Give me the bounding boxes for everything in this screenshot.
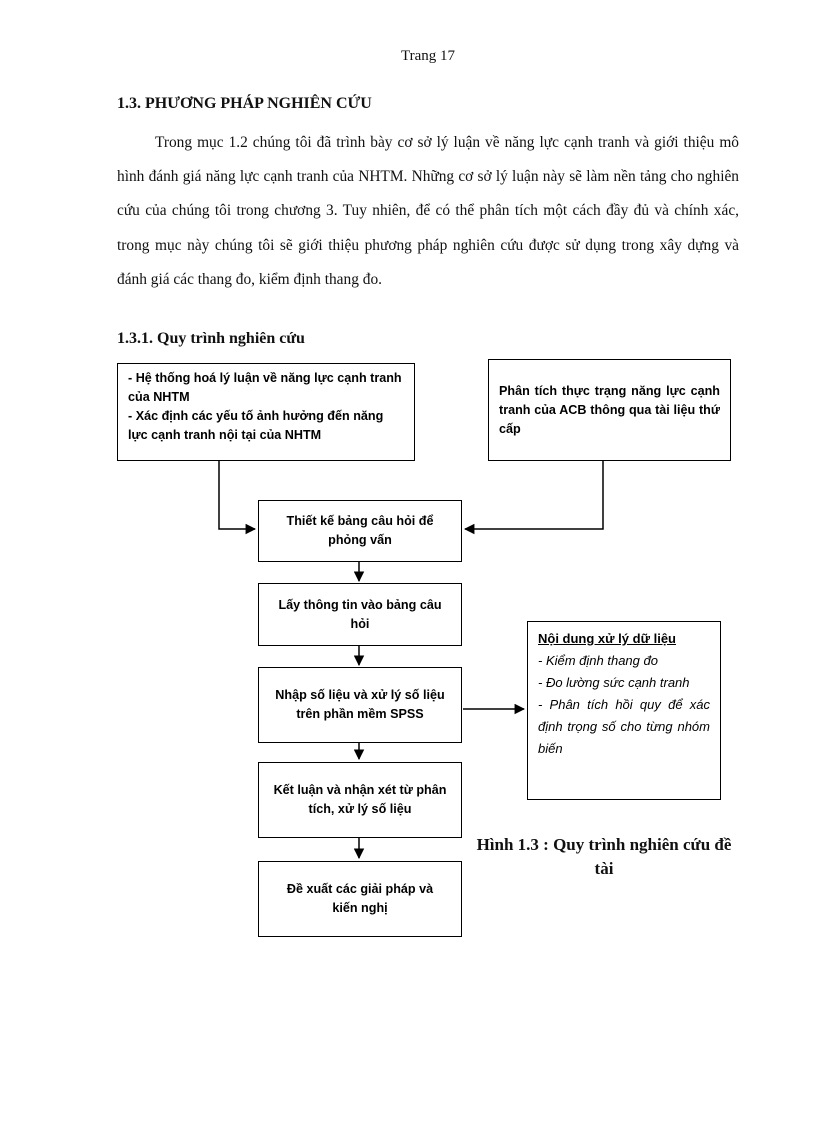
- step-recommendations: [258, 861, 462, 937]
- figure-caption: Hình 1.3 : Quy trình nghiên cứu đề tài: [476, 835, 732, 878]
- step-conclusion: [258, 762, 462, 838]
- step-collect-data: [258, 583, 462, 646]
- step-4-label: Kết luận và nhận xét từ phân tích, xử lý số liệu: [273, 783, 447, 816]
- connector-left-input: [219, 461, 255, 529]
- input-box-theory-line2: - Xác định các yếu tố ảnh hưởng đến năng lực cạnh tranh nội tại của NHTM: [128, 409, 384, 442]
- step-2-label: Lấy thông tin vào bảng câu hỏi: [278, 597, 442, 631]
- input-box-analysis: [488, 359, 731, 461]
- step-3-label: Nhập số liệu và xử lý số liệu trên phần mềm SPSS: [275, 688, 445, 721]
- input-box-analysis-text: Phân tích thực trạng năng lực cạnh tranh của ACB thông qua tài liệu thứ cấp: [499, 383, 720, 436]
- page-number: Trang 17: [400, 48, 456, 64]
- step-1-label: Thiết kế bảng câu hỏi để phỏng vấn: [286, 514, 434, 547]
- intro-paragraph-text: Trong mục 1.2 chúng tôi đã trình bày cơ sở lý luận về năng lực cạnh tranh và giới thiệu mô hình đánh giá năng lực cạnh tranh của NHTM. Những cơ sở lý luận này sẽ làm nền tảng cho nghiên cứu của chúng tôi trong chương 3. Tuy nhiên, để có thể phân tích một cách đầy đủ và chính xác, trong mục này chúng tôi sẽ giới thiệu phương pháp nghiên cứu được sử dụng trong xây dựng và đánh giá các thang đo, kiểm định thang đo.: [117, 134, 739, 288]
- connector-right-input: [465, 461, 603, 529]
- input-box-theory-line1: - Hệ thống hoá lý luận về năng lực cạnh tranh của NHTM: [128, 371, 402, 404]
- note-item: - Phân tích hồi quy để xác định trọng số cho từng nhóm biến: [538, 697, 710, 756]
- section-heading: 1.3. PHƯƠNG PHÁP NGHIÊN CỨU: [117, 95, 372, 112]
- subsection-heading: 1.3.1. Quy trình nghiên cứu: [117, 330, 305, 347]
- step-process-spss: [258, 667, 462, 743]
- note-item: - Kiểm định thang đo: [538, 653, 658, 668]
- note-title: Nội dung xử lý dữ liệu: [538, 631, 676, 646]
- data-processing-note: [527, 621, 721, 800]
- note-item: - Đo lường sức cạnh tranh: [538, 675, 690, 690]
- step-design-questionnaire: [258, 500, 462, 562]
- step-5-label: Đề xuất các giải pháp và kiến nghị: [286, 882, 434, 915]
- input-box-theory: [117, 363, 415, 461]
